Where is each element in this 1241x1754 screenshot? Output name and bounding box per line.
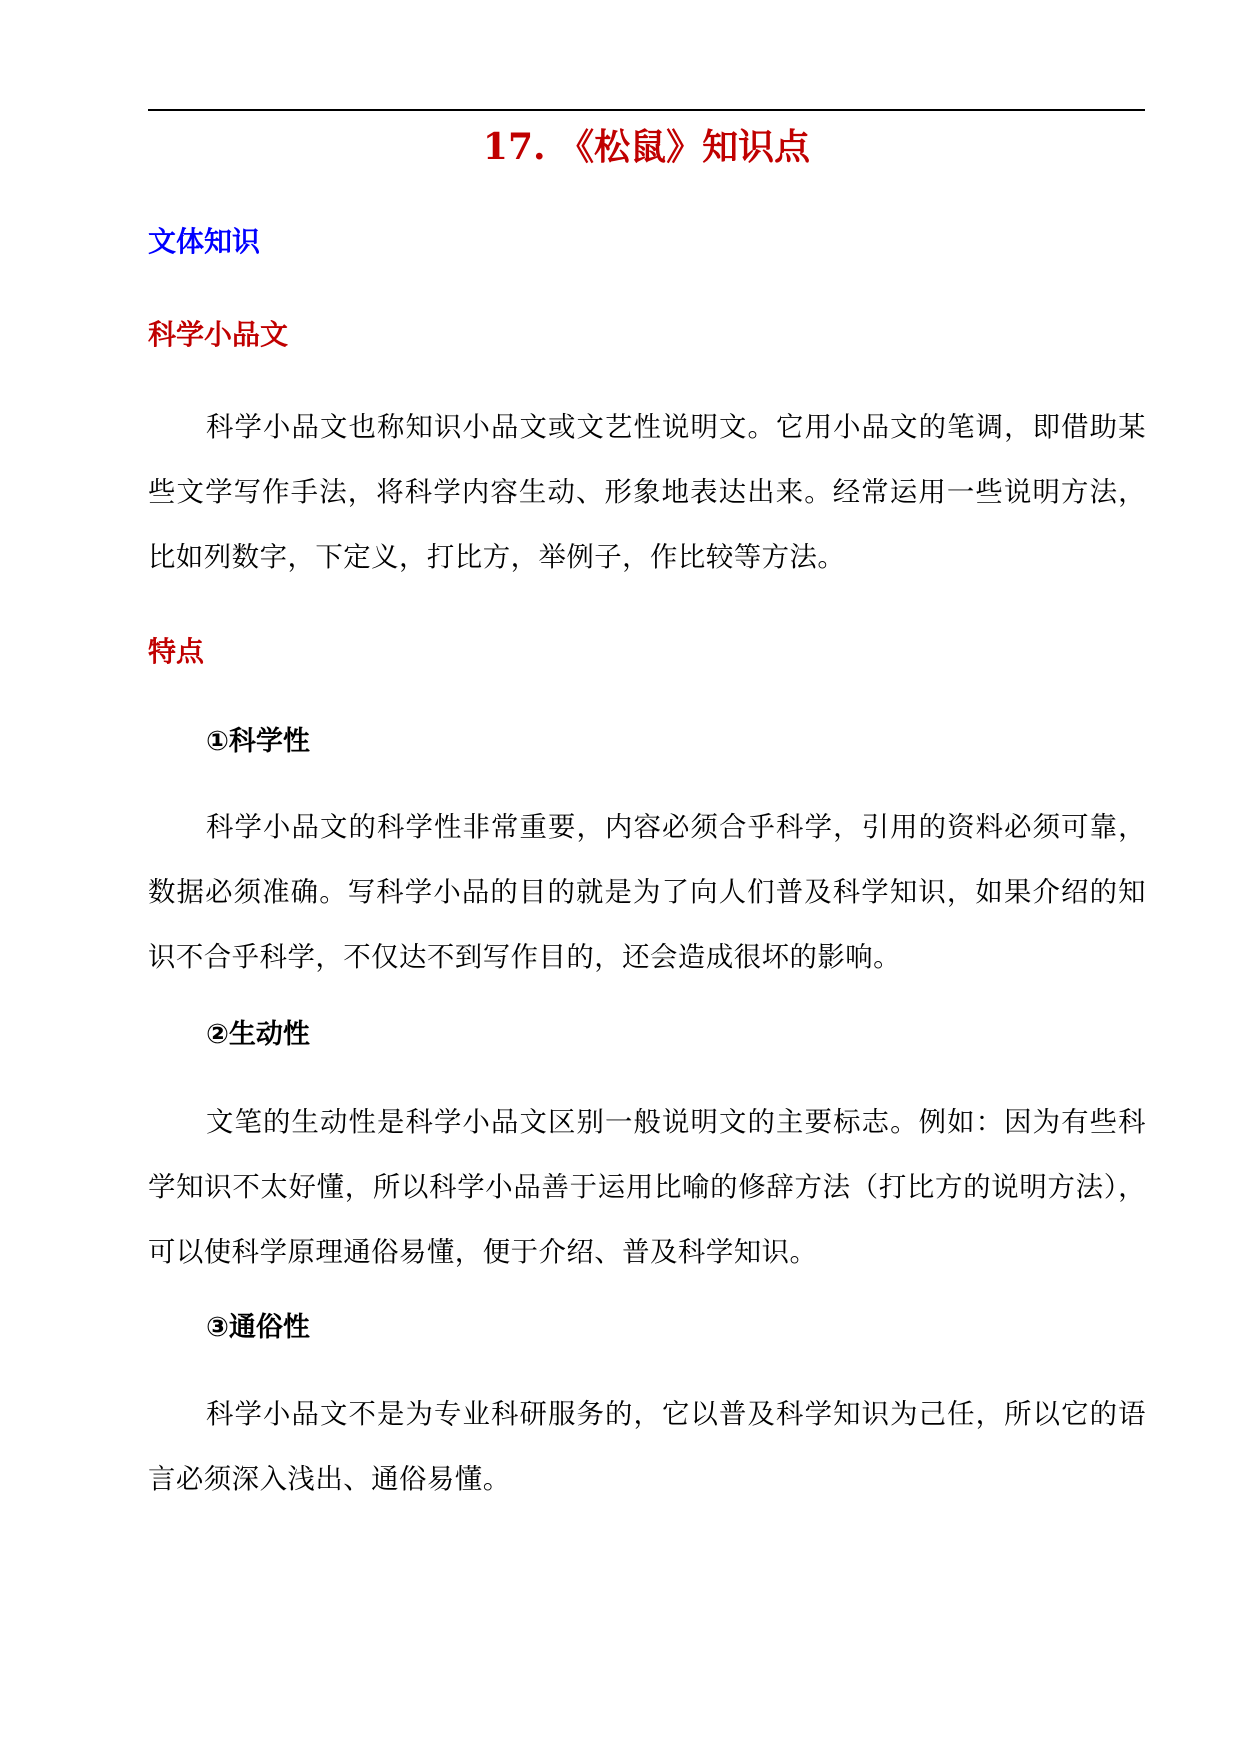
feature-paragraph-scientific: 科学小品文的科学性非常重要，内容必须合乎科学，引用的资料必须可靠，数据必须准确。写科学小品的目的就是为了向人们普及科学知识，如果介绍的知识不合乎科学，不仅达不到写作目的，还会造成很坏的影响。 — [148, 812, 1146, 973]
feature-paragraph-popular: 科学小品文不是为专业科研服务的，它以普及科学知识为己任，所以它的语言必须深入浅出、通俗易懂。 — [148, 1399, 1146, 1495]
feature-label-popular: ③通俗性 — [206, 1312, 310, 1343]
essay-paragraph: 科学小品文也称知识小品文或文艺性说明文。它用小品文的笔调，即借助某些文学写作手法，将科学内容生动、形象地表达出来。经常运用一些说明方法，比如列数字，下定义，打比方，举例子，作比较等方法。 — [148, 412, 1146, 573]
feature-label-vivid: ②生动性 — [206, 1019, 310, 1050]
essay-heading: 科学小品文 — [148, 318, 289, 351]
feature-paragraph-vivid: 文笔的生动性是科学小品文区别一般说明文的主要标志。例如：因为有些科学知识不太好懂，所以科学小品善于运用比喻的修辞方法（打比方的说明方法），可以使科学原理通俗易懂，便于介绍、普及科学知识。 — [148, 1107, 1146, 1268]
genre-heading: 文体知识 — [148, 225, 261, 258]
header-rule — [148, 109, 1145, 111]
page-title: 17. 《松鼠》知识点 — [482, 126, 811, 168]
feature-label-scientific: ①科学性 — [206, 726, 310, 757]
features-heading: 特点 — [148, 635, 205, 668]
